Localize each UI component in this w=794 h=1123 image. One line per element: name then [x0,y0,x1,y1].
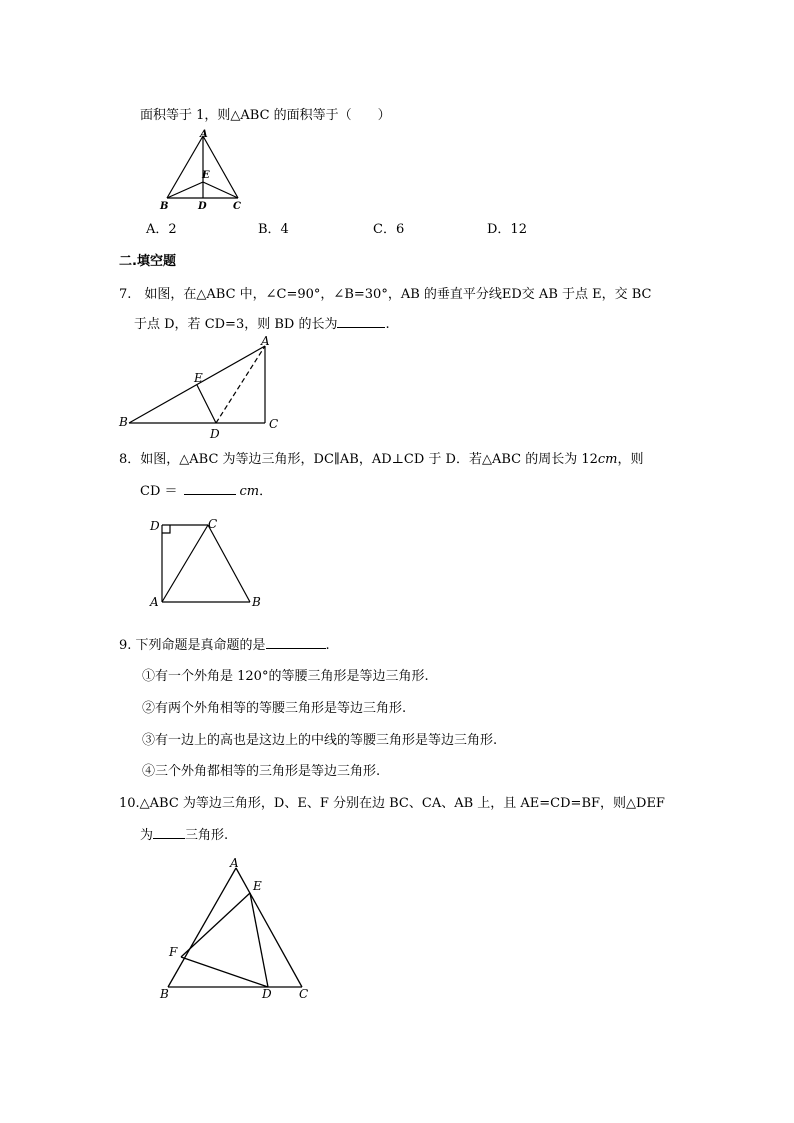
q6-option-c: C．6 [373,222,405,237]
q7-line2-before: 于点 D，若 CD=3，则 BD 的长为 [134,317,338,332]
q8-line1-after: ，则 [617,452,644,467]
q6-label-d: D [198,201,207,212]
q8-label-b: B [252,595,261,609]
q9-stem-before: 9. 下列命题是真命题的是 [119,638,266,653]
q10-label-c: C [299,987,309,1001]
q8-line2-after: ． [259,484,273,499]
q8-figure [146,514,266,610]
q6-label-c: C [233,201,241,212]
q8-answer-blank [184,482,236,495]
q6-option-b: B．4 [258,222,289,237]
q9-item-3: ③有一边上的高也是这边上的中线的等腰三角形是等边三角形. [142,733,498,748]
q6-label-b: B [160,201,169,212]
q10-answer-blank [153,826,185,839]
q7-label-a: A [261,334,270,348]
q7-label-e: E [194,371,203,385]
q7-figure [115,336,285,442]
q8-line2 [140,480,272,499]
section-heading: 二.填空题 [119,254,176,269]
q10-line1: 10.△ABC 为等边三角形，D、E、F 分别在边 BC、CA、AB 上，且 AE=CD=BF，则△DEF [119,796,665,811]
q10-label-f: F [169,945,178,959]
q8-unit-2: cm [239,484,260,499]
q6-figure [160,128,250,212]
q9-item-4: ④三个外角都相等的三角形是等边三角形. [142,764,381,779]
q7-label-d: D [210,427,220,441]
q7-label-b: B [119,415,128,429]
q6-label-a: A [200,129,208,140]
q8-label-a: A [150,595,159,609]
q7-label-c: C [269,417,279,431]
q8-line1 [119,448,644,467]
q7-line2-after: . [385,317,390,332]
q10-figure [150,852,320,1008]
q10-line2-after: 三角形. [185,828,229,843]
q8-line2-before: CD ＝ [140,484,178,499]
q6-option-a: A．2 [146,222,177,237]
q10-label-e: E [253,879,262,893]
q7-line2 [134,313,390,332]
q9-stem-after: . [325,638,330,653]
q7-line1: 7. 如图，在△ABC 中，∠C=90°，∠B=30°，AB 的垂直平分线ED交 AB 于点 E，交 BC [119,287,652,302]
q6-label-e: E [202,170,210,181]
q8-label-d: D [150,519,160,533]
q10-label-d: D [262,987,272,1001]
q10-label-a: A [230,856,239,870]
q8-unit: cm [597,452,618,467]
q9-answer-blank [266,636,326,649]
q8-line1-before: 8．如图，△ABC 为等边三角形，DC∥AB，AD⊥CD 于 D．若△ABC 的周长为 12 [119,452,598,467]
q10-line2-before: 为 [140,828,154,843]
q6-text: 面积等于 1，则△ABC 的面积等于（ ） [140,108,391,123]
q10-label-b: B [160,987,169,1001]
q10-line2 [140,824,228,843]
q9-item-2: ②有两个外角相等的等腰三角形是等边三角形. [142,701,407,716]
q9-item-1: ①有一个外角是 120°的等腰三角形是等边三角形. [142,669,429,684]
q9-stem [119,634,330,653]
q7-answer-blank [337,315,385,328]
q6-option-d: D．12 [487,222,527,237]
q8-label-c: C [208,517,218,531]
